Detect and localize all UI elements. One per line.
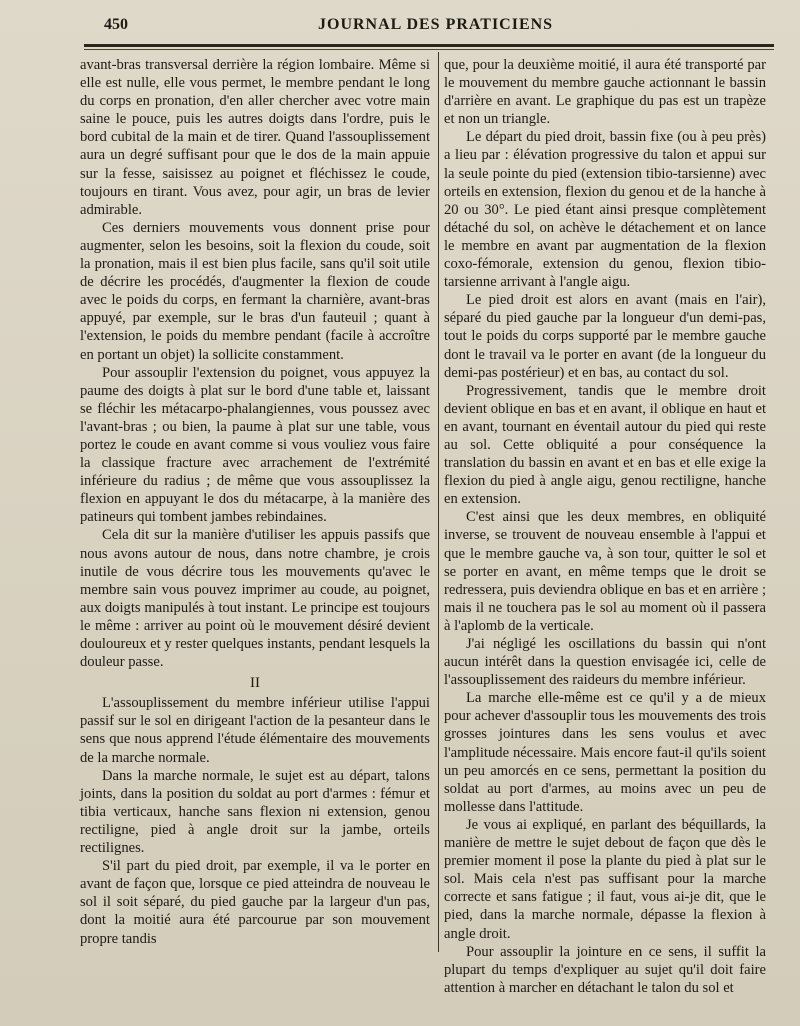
paragraph: Pour assouplir l'extension du poignet, vous appuyez la paume des doigts à plat sur le bord d'une table et, laissant se fléchir les métacarpo-phalangiennes, vous poussez avec l'avant-bras ; ou bien, la paume à plat sur une table, vous portez le coude en avant comme si vous vouliez vous faire la classique fracture avec arrachement de l'extrémité inférieure du radius ; de même que vous assouplissez la flexion en appuyant le dos du métacarpe, à la manière des patineurs qui tombent jambes rebindaines.: [80, 364, 430, 526]
paragraph: Je vous ai expliqué, en parlant des béquillards, la manière de mettre le sujet debout de façon que dès le premier moment il pose la plante du pied à plat sur le sol. Mais cela n'est pas suffisant pour la marche correcte et sans fatigue ; il faut, vous ai-je dit, que le pied, dans la marche normale, dépasse la flexion à angle droit.: [444, 816, 766, 942]
paragraph: Pour assouplir la jointure en ce sens, il suffit la plupart du temps d'expliquer au sujet qu'il doit faire attention à marcher en détachant le talon du sol et: [444, 943, 766, 996]
paragraph: L'assouplissement du membre inférieur utilise l'appui passif sur le sol en dirigeant l'action de la pesanteur dans le sens que nous apprend l'étude élémentaire des mouvements de la marche normale.: [80, 695, 430, 766]
paragraph: Progressivement, tandis que le membre droit devient oblique en bas et en avant, il oblique en haut et en avant, tournant en éventail autour du pied qui reste au sol. Cette obliquité a pour conséquence la translation du bassin en avant et en bas et elle exige la flexion du pied à angle aigu, genou rectiligne, hanche en extension.: [444, 382, 766, 508]
paragraph: C'est ainsi que les deux membres, en obliquité inverse, se trouvent de nouveau ensemble à l'appui et que le membre gauche va, à son tour, quitter le sol et se porter en avant, en même temps que le droit se redressera, puis deviendra oblique en bas et en arrière ; mais il ne touchera pas le sol au moment où il passera à l'aplomb de la verticale.: [444, 509, 766, 634]
paragraph: Le départ du pied droit, bassin fixe (ou à peu près) a lieu par : élévation progressive du talon et appui sur la seule pointe du pied (extension tibio-tarsienne) avec orteils en extension, flexion du genou et de la hanche à 20 ou 30°. Le pied étant ainsi presque complètement détaché du sol, on achève le détachement et on lance le membre en avant par augmentation de la flexion coxo-fémorale, extension du genou, flexion tibio-tarsienne arrivant à l'angle aigu.: [444, 129, 766, 291]
paragraph: Ces derniers mouvements vous donnent prise pour augmenter, selon les besoins, soit la flexion du coude, soit la pronation, mais il est bien plus facile, sans qu'il soit utile de décrire les procédés, d'augmenter la flexion de coude avec le poids du corps, en fermant la charnière, avant-bras appuyé, par exemple, sur le bras d'un fauteuil ; quant à l'extension, le poids du membre pendant (facile à accroître en portant un objet) la sollicite constamment.: [80, 219, 430, 363]
paragraph: avant-bras transversal derrière la région lombaire. Même si elle est nulle, elle vous permet, le membre pendant le long du corps en pronation, d'en aller chercher avec votre main saine le pouce, puis les autres doigts dans l'ordre, puis le bord cubital de la main et de tirer. Quand l'assouplissement aura un degré suffisant pour que le dos de la main appuie sur la fesse, saisissez au poignet et fléchissez le coude, toujours en tirant. Vous avez, pour agir, un bras de levier admirable.: [80, 57, 430, 218]
paragraph: S'il part du pied droit, par exemple, il va le porter en avant de façon que, lorsque ce pied atteindra de nouveau le sol il soit séparé, du pied gauche par la largeur d'un pas, dont la moitié aura été parcourue par son mouvement propre tandis: [80, 858, 430, 947]
paragraph: J'ai négligé les oscillations du bassin qui n'ont aucun intérêt dans la question envisagée ici, celle de l'assouplissement des raideurs du membre inférieur.: [444, 636, 766, 689]
column-divider: [438, 52, 439, 952]
journal-title: JOURNAL DES PRATICIENS: [318, 16, 554, 33]
paragraph: Le pied droit est alors en avant (mais en l'air), séparé du pied gauche par la longueur d'un demi-pas, tout le poids du corps supporté par le membre gauche dont le travail va le porter en avant (de la longueur du demi-pas postérieur) et en bas, au contact du sol.: [444, 292, 766, 381]
header-rule: [84, 44, 774, 47]
paragraph: Dans la marche normale, le sujet est au départ, talons joints, dans la position du soldat au port d'armes : fémur et tibia verticaux, hanche sans flexion ni extension, genou rectiligne, pied à angle droit sur la jambe, orteils rectilignes.: [80, 767, 430, 857]
section-heading: II: [250, 675, 260, 692]
header-rule-thin: [84, 49, 774, 50]
left-column: [80, 56, 430, 948]
page-number: 450: [104, 16, 128, 33]
paragraph: Cela dit sur la manière d'utiliser les appuis passifs que nous avons autour de nous, dans notre chambre, je crois inutile de vous décrire tous les mouvements qu'avec le membre sain vous pouvez imprimer au coude, au poignet, aux doigts manipulés à tout instant. Le principe est toujours le même : arriver au point où le mouvement désiré devient douloureux et y rester quelques instants, pendant lesquels la douleur passe.: [80, 527, 430, 671]
right-column: [444, 56, 766, 997]
paragraph: que, pour la deuxième moitié, il aura été transporté par le mouvement du membre gauche actionnant le bassin d'arrière en avant. Le graphique du pas est un trapèze et non un triangle.: [444, 57, 766, 128]
running-header: [0, 16, 800, 42]
paragraph: La marche elle-même est ce qu'il y a de mieux pour achever d'assouplir tous les mouvements des trois grosses jointures dans les sens voulus et avec l'amplitude nécessaire. Mais encore faut-il qu'ils soient un peu amorcés en ce sens, permettant la position du soldat au port d'armes, au moins avec un peu de mollesse dans l'attitude.: [444, 690, 766, 815]
